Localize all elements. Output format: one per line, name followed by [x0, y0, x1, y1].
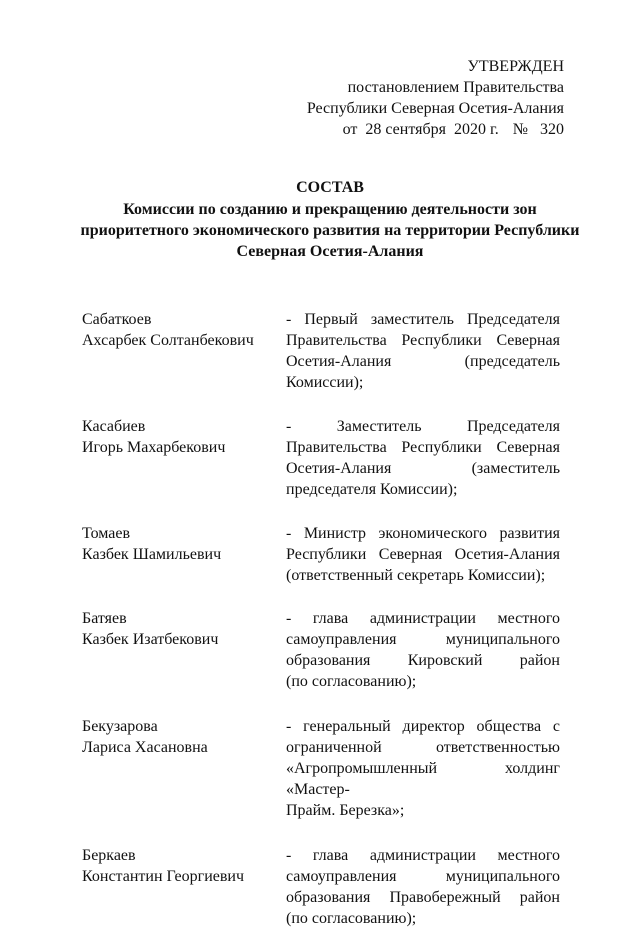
member-entry: [82, 716, 560, 821]
approval-date: от 28 сентября 2020 г.: [342, 121, 499, 138]
role-line: самоуправления муниципального: [286, 631, 560, 648]
role-line: образования Правобережный район: [286, 889, 560, 906]
approval-number: 320: [540, 121, 564, 138]
member-given-name: Константин Георгиевич: [82, 868, 245, 885]
role-line: - Первый заместитель Председателя: [286, 311, 560, 328]
role-line: самоуправления муниципального: [286, 868, 560, 885]
member-given-name: Казбек Изатбекович: [82, 631, 219, 648]
member-surname: Сабаткоев: [82, 311, 152, 328]
member-role: [286, 416, 560, 500]
member-role: [286, 845, 560, 929]
approval-resolution: постановлением Правительства: [347, 79, 564, 96]
member-given-name: Лариса Хасановна: [82, 739, 208, 756]
member-surname: Касабиев: [82, 418, 146, 435]
role-line: (по согласованию);: [286, 673, 417, 690]
member-entry: [82, 309, 560, 393]
role-line: - Министр экономического развития: [286, 525, 560, 542]
title-heading: СОСТАВ: [296, 179, 364, 196]
member-name: [82, 416, 286, 500]
role-line: Осетия-Алания (заместитель: [286, 460, 560, 477]
member-surname: Беркаев: [82, 847, 136, 864]
approval-title: УТВЕРЖДЕН: [467, 58, 564, 75]
title-line-3: Северная Осетия-Алания: [236, 243, 424, 260]
member-name: [82, 309, 286, 393]
role-line: Правительства Республики Северная: [286, 332, 560, 349]
members-list: [82, 309, 560, 929]
role-line: Республики Северная Осетия-Алания: [286, 546, 560, 563]
member-name: [82, 523, 286, 586]
role-line: (по согласованию);: [286, 910, 417, 927]
member-surname: Бекузарова: [82, 718, 158, 735]
member-role: [286, 309, 560, 393]
member-name: [82, 608, 286, 692]
member-name: [82, 716, 286, 821]
role-line: «Агропромышленный холдинг «Мастер-: [286, 760, 560, 798]
member-entry: [82, 845, 560, 929]
member-entry: [82, 416, 560, 500]
role-line: - генеральный директор общества с: [286, 718, 560, 735]
member-surname: Томаев: [82, 525, 131, 542]
member-given-name: Казбек Шамильевич: [82, 546, 222, 563]
member-role: [286, 716, 560, 821]
role-line: образования Кировский район: [286, 652, 560, 669]
member-role: [286, 523, 560, 586]
approval-government: Республики Северная Осетия-Алания: [306, 100, 564, 117]
member-name: [82, 845, 286, 929]
member-surname: Батяев: [82, 610, 127, 627]
member-given-name: Ахсарбек Солтанбекович: [82, 332, 254, 349]
role-line: - Заместитель Председателя: [286, 418, 560, 435]
role-line: ограниченной ответственностью: [286, 739, 560, 756]
member-entry: [82, 608, 560, 692]
title-line-1: Комиссии по созданию и прекращению деятельности зон: [123, 201, 537, 218]
role-line: - глава администрации местного: [286, 610, 560, 627]
title-line-2: приоритетного экономического развития на территории Республики: [80, 222, 580, 239]
member-role: [286, 608, 560, 692]
member-given-name: Игорь Махарбекович: [82, 439, 226, 456]
document-title: [60, 177, 600, 262]
role-line: - глава администрации местного: [286, 847, 560, 864]
role-line: председателя Комиссии);: [286, 481, 458, 498]
role-line: Правительства Республики Северная: [286, 439, 560, 456]
approval-stamp: [307, 56, 564, 140]
role-line: Осетия-Алания (председатель Комиссии);: [286, 353, 560, 391]
role-line: Прайм. Березка»;: [286, 802, 405, 819]
approval-number-sign: №: [512, 121, 528, 138]
approval-date-line: [307, 119, 564, 140]
role-line: (ответственный секретарь Комиссии);: [286, 567, 546, 584]
member-entry: [82, 523, 560, 586]
